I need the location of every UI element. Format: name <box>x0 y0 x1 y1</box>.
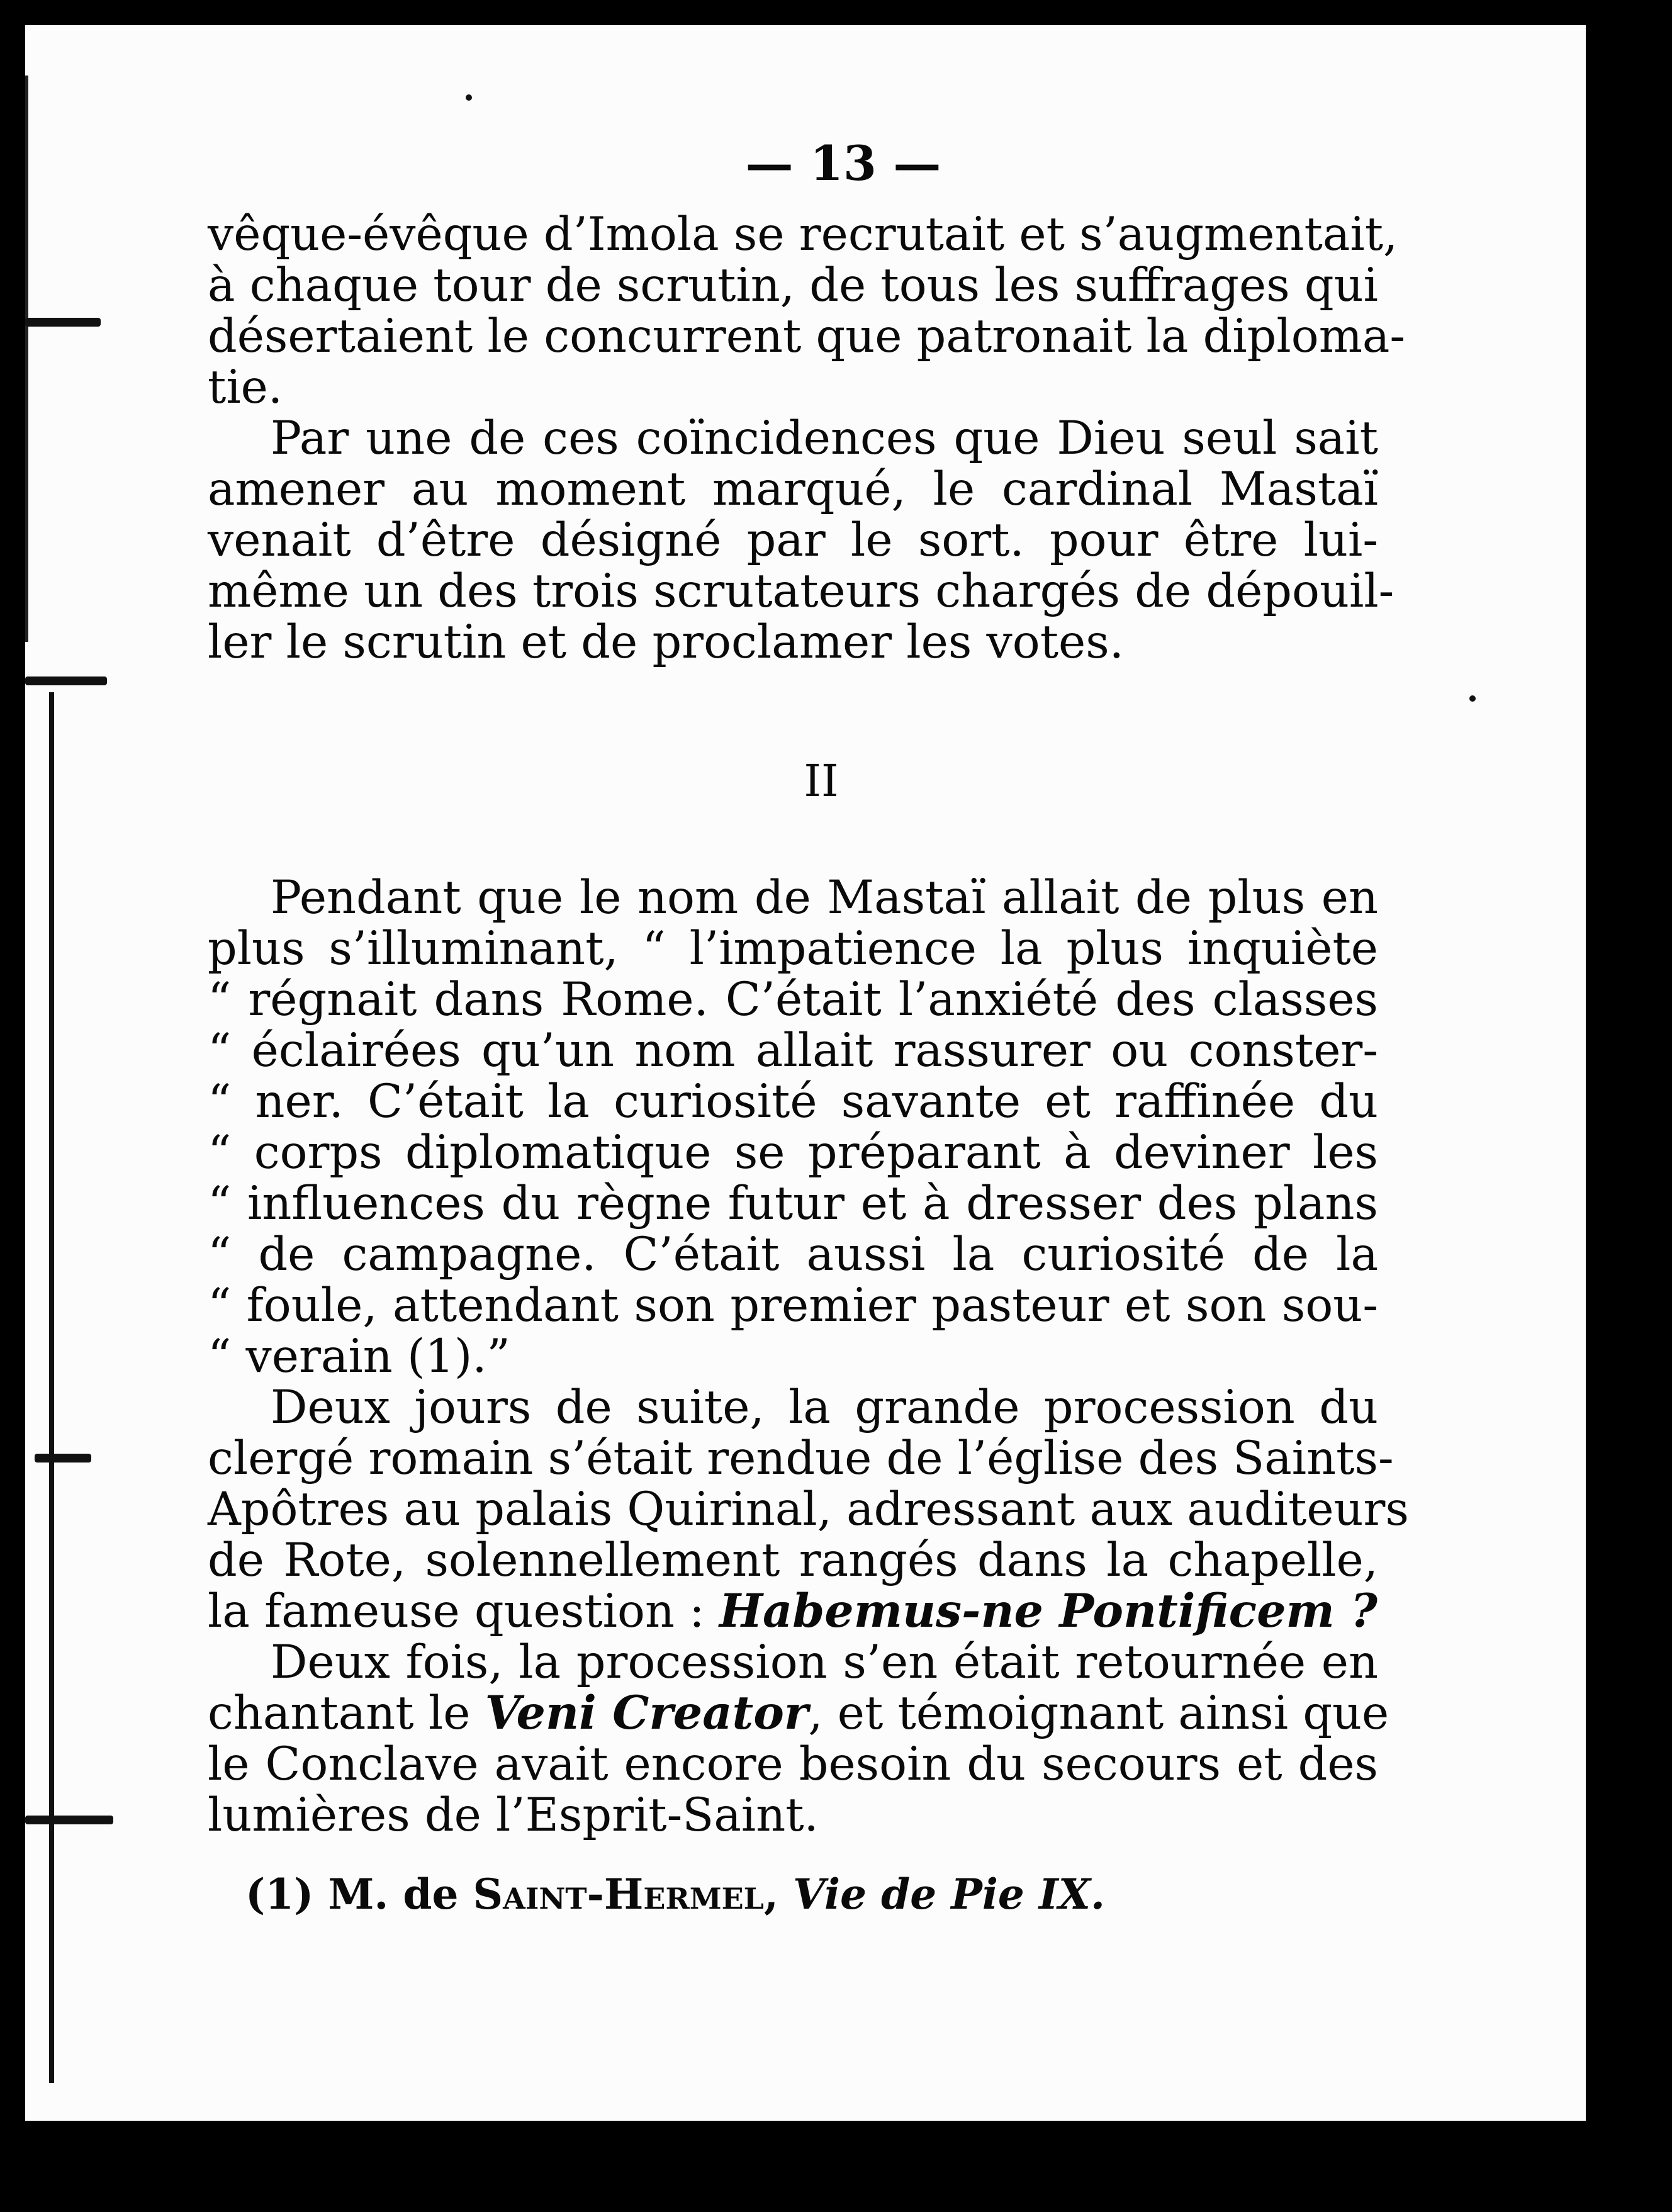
text-span: chantant le <box>208 1687 485 1740</box>
text-line: Pendant que le nom de Mastaï allait de plus en <box>271 871 1378 924</box>
paragraph-5 <box>208 1636 1389 1842</box>
binding-edge <box>49 692 54 2083</box>
margin-mark <box>25 1816 113 1824</box>
footnote <box>208 1869 1378 1919</box>
text-line: désertaient le concurrent que patronait la diploma- <box>208 310 1406 363</box>
paragraph-1 <box>208 208 1406 414</box>
binding-edge-top <box>25 76 28 642</box>
text-span: , et témoignant ainsi que <box>808 1687 1389 1740</box>
page-number: — 13 — <box>745 135 941 191</box>
italic-quote: Habemus-ne Pontificem ? <box>719 1584 1377 1638</box>
text-line: le Conclave avait encore besoin du secours et des <box>208 1738 1378 1791</box>
ink-speck <box>1469 695 1476 702</box>
text-line: “ foule, attendant son premier pasteur et son sou- <box>208 1279 1378 1332</box>
text-line: “ ner. C’était la curiosité savante et raffinée du <box>208 1075 1378 1128</box>
text-line: “ régnait dans Rome. C’était l’anxiété des classes <box>208 973 1378 1026</box>
italic-title: Veni Creator <box>485 1686 809 1740</box>
text-line: “ verain (1).” <box>208 1330 510 1383</box>
ink-speck <box>466 94 472 101</box>
paragraph-2 <box>208 412 1394 669</box>
text-line: lumières de l’Esprit-Saint. <box>208 1788 819 1842</box>
footnote-text: , <box>764 1870 793 1919</box>
text-line: clergé romain s’était rendue de l’église des Saints- <box>208 1432 1394 1485</box>
text-line: vêque-évêque d’Imola se recrutait et s’augmentait, <box>208 208 1398 261</box>
text-line: amener au moment marqué, le cardinal Mastaï <box>208 463 1378 516</box>
footnote-text: (1) M. de <box>245 1870 473 1919</box>
text-line: “ influences du règne futur et à dresser des plans <box>208 1177 1378 1230</box>
text-line: plus s’illuminant, “ l’impatience la plus inquiète <box>208 922 1378 975</box>
margin-mark <box>25 318 101 327</box>
text-line <box>208 1686 1389 1740</box>
text-line <box>208 1586 1378 1637</box>
footnote-author: Saint-Hermel <box>473 1870 765 1919</box>
text-line: Deux fois, la procession s’en était retournée en <box>271 1636 1378 1689</box>
text-line: de Rote, solennellement rangés dans la chapelle, <box>208 1534 1378 1587</box>
text-line: à chaque tour de scrutin, de tous les suffrages qui <box>208 259 1378 312</box>
margin-mark <box>25 677 107 685</box>
text-line: venait d’être désigné par le sort. pour être lui- <box>208 514 1378 567</box>
page-text <box>208 135 1409 1919</box>
text-line: “ éclairées qu’un nom allait rassurer ou conster- <box>208 1024 1378 1077</box>
section-heading: II <box>804 755 839 807</box>
paragraph-4 <box>208 1381 1409 1638</box>
text-line: “ de campagne. C’était aussi la curiosité de la <box>208 1228 1378 1281</box>
text-span: la fameuse question : <box>208 1585 719 1638</box>
text-line: Apôtres au palais Quirinal, adressant aux auditeurs <box>208 1483 1409 1536</box>
margin-mark <box>35 1454 91 1463</box>
text-line: Deux jours de suite, la grande procession du <box>271 1381 1378 1434</box>
footnote-title: Vie de Pie IX. <box>792 1870 1105 1919</box>
text-line: Par une de ces coïncidences que Dieu seul sait <box>271 412 1378 465</box>
text-line: tie. <box>208 361 283 414</box>
text-line: même un des trois scrutateurs chargés de dépouil- <box>208 564 1394 618</box>
text-line: ler le scrutin et de proclamer les votes. <box>208 615 1124 669</box>
paragraph-3 <box>208 872 1378 1382</box>
text-line: “ corps diplomatique se préparant à deviner les <box>208 1126 1378 1179</box>
